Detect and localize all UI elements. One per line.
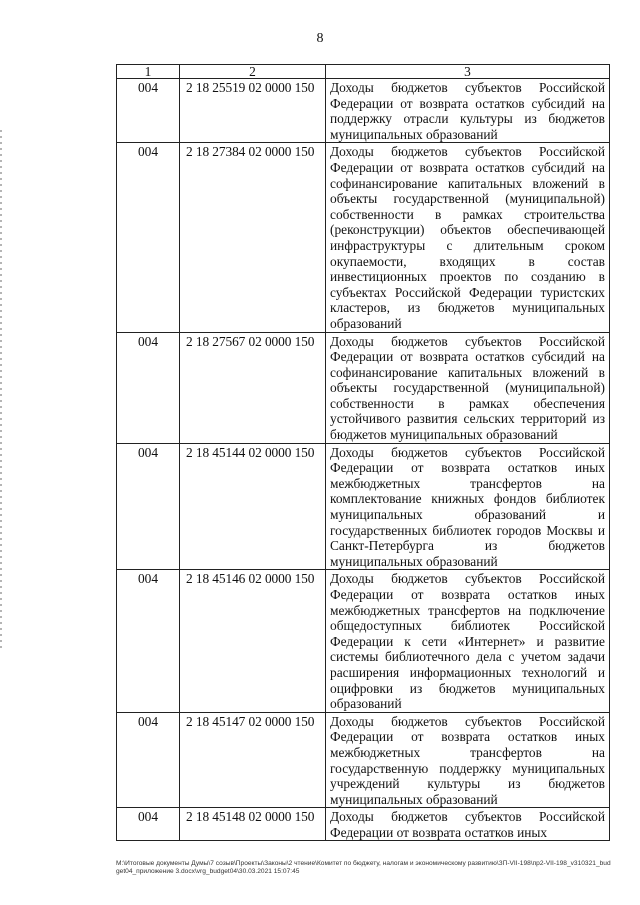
page-number: 8 <box>316 31 324 46</box>
revenue-description-cell: Доходы бюджетов субъектов Российской Федерации от возврата остатков иных межбюджетных трансфертов на комплектование книжных фондов библиотек муниципальных образований и государственных библиотек городов Москвы и Санкт-Петербурга из бюджетов муниципальных образований <box>326 443 610 570</box>
admin-code-cell: 004 <box>117 808 180 841</box>
admin-code-cell: 004 <box>117 332 180 443</box>
column-header-2: 2 <box>180 65 326 79</box>
admin-code-cell: 004 <box>117 79 180 143</box>
budget-code-cell: 2 18 45146 02 0000 150 <box>180 570 326 712</box>
revenue-description-cell: Доходы бюджетов субъектов Российской Федерации от возврата остатков иных межбюджетных трансфертов на подключение общедоступных библиотек Российской Федерации к сети «Интернет» и развитие системы библиотечного дела с учетом задачи расширения информационных технологий и оцифровки из бюджетов муниципальных образований <box>326 570 610 712</box>
table-row <box>117 79 610 143</box>
scan-edge-marks <box>0 130 2 650</box>
table-row <box>117 443 610 570</box>
table-row <box>117 332 610 443</box>
document-file-path-footer: M:\Итоговые документы Думы\7 созыв\Проекты\Законы\2 чтение\Комитет по бюджету, налогам и экономическому развитию\ЗП-VII-198\пр2-VII-198_v310321_budget04_приложение 3.docx\vrg_budget04\30.03.2021 15:07:45 <box>116 860 611 876</box>
table-header-row <box>117 65 610 79</box>
budget-code-cell: 2 18 45144 02 0000 150 <box>180 443 326 570</box>
admin-code-cell: 004 <box>117 443 180 570</box>
admin-code-cell: 004 <box>117 143 180 332</box>
revenue-description-text: Доходы бюджетов субъектов Российской Федерации от возврата остатков иных <box>330 809 605 840</box>
budget-code-cell: 2 18 27384 02 0000 150 <box>180 143 326 332</box>
table-row <box>117 143 610 332</box>
table-row <box>117 570 610 712</box>
column-header-1: 1 <box>117 65 180 79</box>
budget-code-cell: 2 18 25519 02 0000 150 <box>180 79 326 143</box>
column-header-3: 3 <box>326 65 610 79</box>
revenue-description-cell <box>326 808 610 841</box>
revenue-description-cell: Доходы бюджетов субъектов Российской Федерации от возврата остатков иных межбюджетных трансфертов на государственную поддержку муниципальных учреждений культуры из бюджетов муниципальных образований <box>326 712 610 808</box>
budget-code-cell: 2 18 27567 02 0000 150 <box>180 332 326 443</box>
revenue-description-cell: Доходы бюджетов субъектов Российской Федерации от возврата остатков субсидий на поддержку отрасли культуры из бюджетов муниципальных образований <box>326 79 610 143</box>
revenue-description-cell: Доходы бюджетов субъектов Российской Федерации от возврата остатков субсидий на софинансирование капитальных вложений в объекты государственной (муниципальной) собственности в рамках обеспечения устойчивого развития сельских территорий из бюджетов муниципальных образований <box>326 332 610 443</box>
budget-code-cell: 2 18 45147 02 0000 150 <box>180 712 326 808</box>
admin-code-cell: 004 <box>117 712 180 808</box>
budget-code-cell: 2 18 45148 02 0000 150 <box>180 808 326 841</box>
table-row <box>117 712 610 808</box>
revenue-description-cell: Доходы бюджетов субъектов Российской Федерации от возврата остатков субсидий на софинансирование капитальных вложений в объекты государственной (муниципальной) собственности в рамках строительства (реконструкции) объектов обеспечивающей инфраструктуры с длительным сроком окупаемости, входящих в состав инвестиционных проектов по созданию в субъектах Российской Федерации туристских кластеров, из бюджетов муниципальных образований <box>326 143 610 332</box>
admin-code-cell: 004 <box>117 570 180 712</box>
revenue-codes-table <box>116 64 610 841</box>
table-row <box>117 808 610 841</box>
